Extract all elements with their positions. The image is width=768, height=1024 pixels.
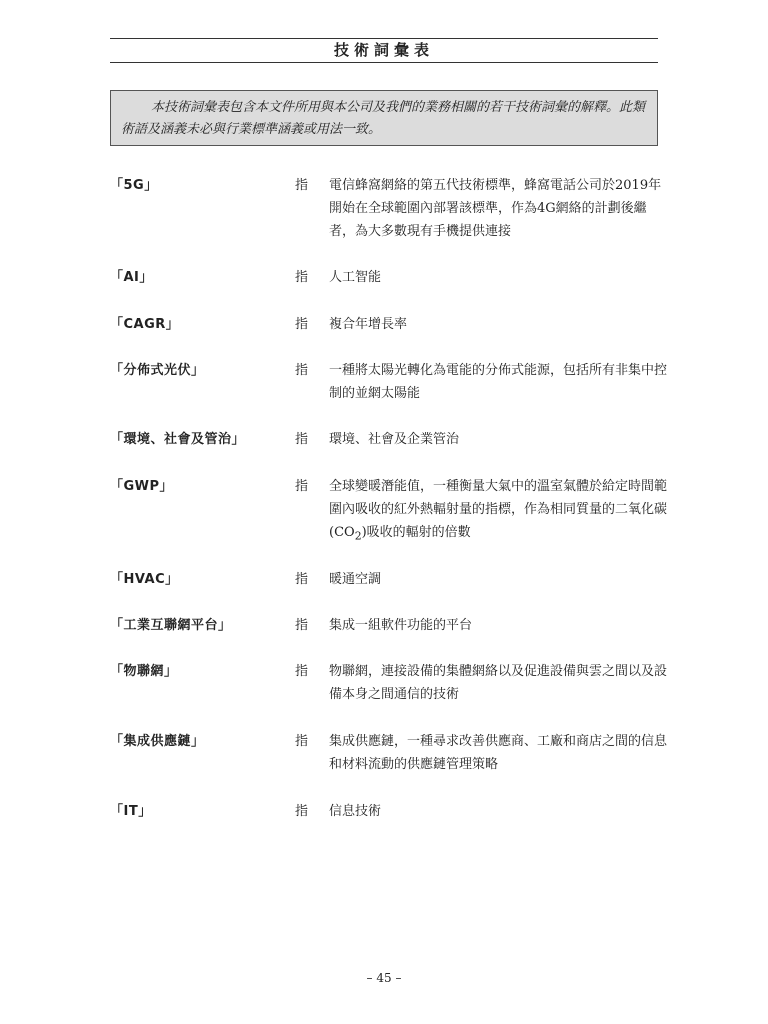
glossary-term: 「集成供應鏈」 [110, 734, 205, 749]
glossary-connector: 指 [295, 572, 309, 587]
glossary-definition: 集成供應鏈，一種尋求改善供應商、工廠和商店之間的信息和材料流動的供應鏈管理策略 [329, 734, 668, 772]
glossary-term: 「環境、社會及管治」 [110, 432, 246, 447]
glossary-term: 「物聯網」 [110, 664, 178, 679]
glossary-connector: 指 [295, 479, 309, 494]
glossary-term: 「HVAC」 [110, 572, 179, 587]
glossary-connector: 指 [295, 618, 309, 633]
glossary-term: 「5G」 [110, 178, 158, 193]
glossary-definition: 人工智能 [329, 270, 382, 285]
glossary-definition: 暖通空調 [329, 572, 382, 587]
glossary-connector: 指 [295, 270, 309, 285]
glossary-term: 「分佈式光伏」 [110, 363, 205, 378]
glossary-connector: 指 [295, 317, 309, 332]
glossary-definition: 物聯網，連接設備的集體網絡以及促進設備與雲之間以及設備本身之間通信的技術 [329, 664, 668, 702]
glossary-term: 「AI」 [110, 270, 153, 285]
glossary-connector: 指 [295, 734, 309, 749]
glossary-term: 「IT」 [110, 804, 152, 819]
glossary-term: 「CAGR」 [110, 317, 180, 332]
glossary-definition: 信息技術 [329, 804, 382, 819]
page-title: 技術詞彙表 [333, 41, 434, 59]
glossary-definition: 一種將太陽光轉化為電能的分佈式能源，包括所有非集中控制的並網太陽能 [329, 363, 668, 401]
glossary-term: 「工業互聯網平台」 [110, 618, 232, 633]
definition-text: )吸收的輻射的倍數 [361, 525, 471, 540]
glossary-connector: 指 [295, 664, 309, 679]
glossary-definition: 集成一組軟件功能的平台 [329, 618, 473, 633]
glossary-connector: 指 [295, 804, 309, 819]
glossary-term: 「GWP」 [110, 479, 174, 494]
definition-text: 全球變暖潛能值，一種衡量大氣中的溫室氣體於給定時間範圍內吸收的紅外熱輻射量的指標，作為相同質量的二氧化碳(CO [329, 479, 668, 540]
glossary-definition: 複合年增長率 [329, 317, 408, 332]
glossary-connector: 指 [295, 178, 309, 193]
glossary-definition: 環境、社會及企業管治 [329, 432, 460, 447]
glossary-connector: 指 [295, 363, 309, 378]
glossary-connector: 指 [295, 432, 309, 447]
glossary-definition [329, 475, 669, 548]
intro-text: 本技術詞彙表包含本文件所用與本公司及我們的業務相關的若干技術詞彙的解釋。此類術語及涵義未必與行業標準涵義或用法一致。 [121, 100, 646, 137]
co2-subscript: 2 [354, 529, 362, 543]
glossary-definition: 電信蜂窩網絡的第五代技術標準，蜂窩電話公司於2019年開始在全球範圍內部署該標準，作為4G網絡的計劃後繼者，為大多數現有手機提供連接 [329, 178, 662, 239]
page-number: – 45 – [366, 971, 402, 985]
